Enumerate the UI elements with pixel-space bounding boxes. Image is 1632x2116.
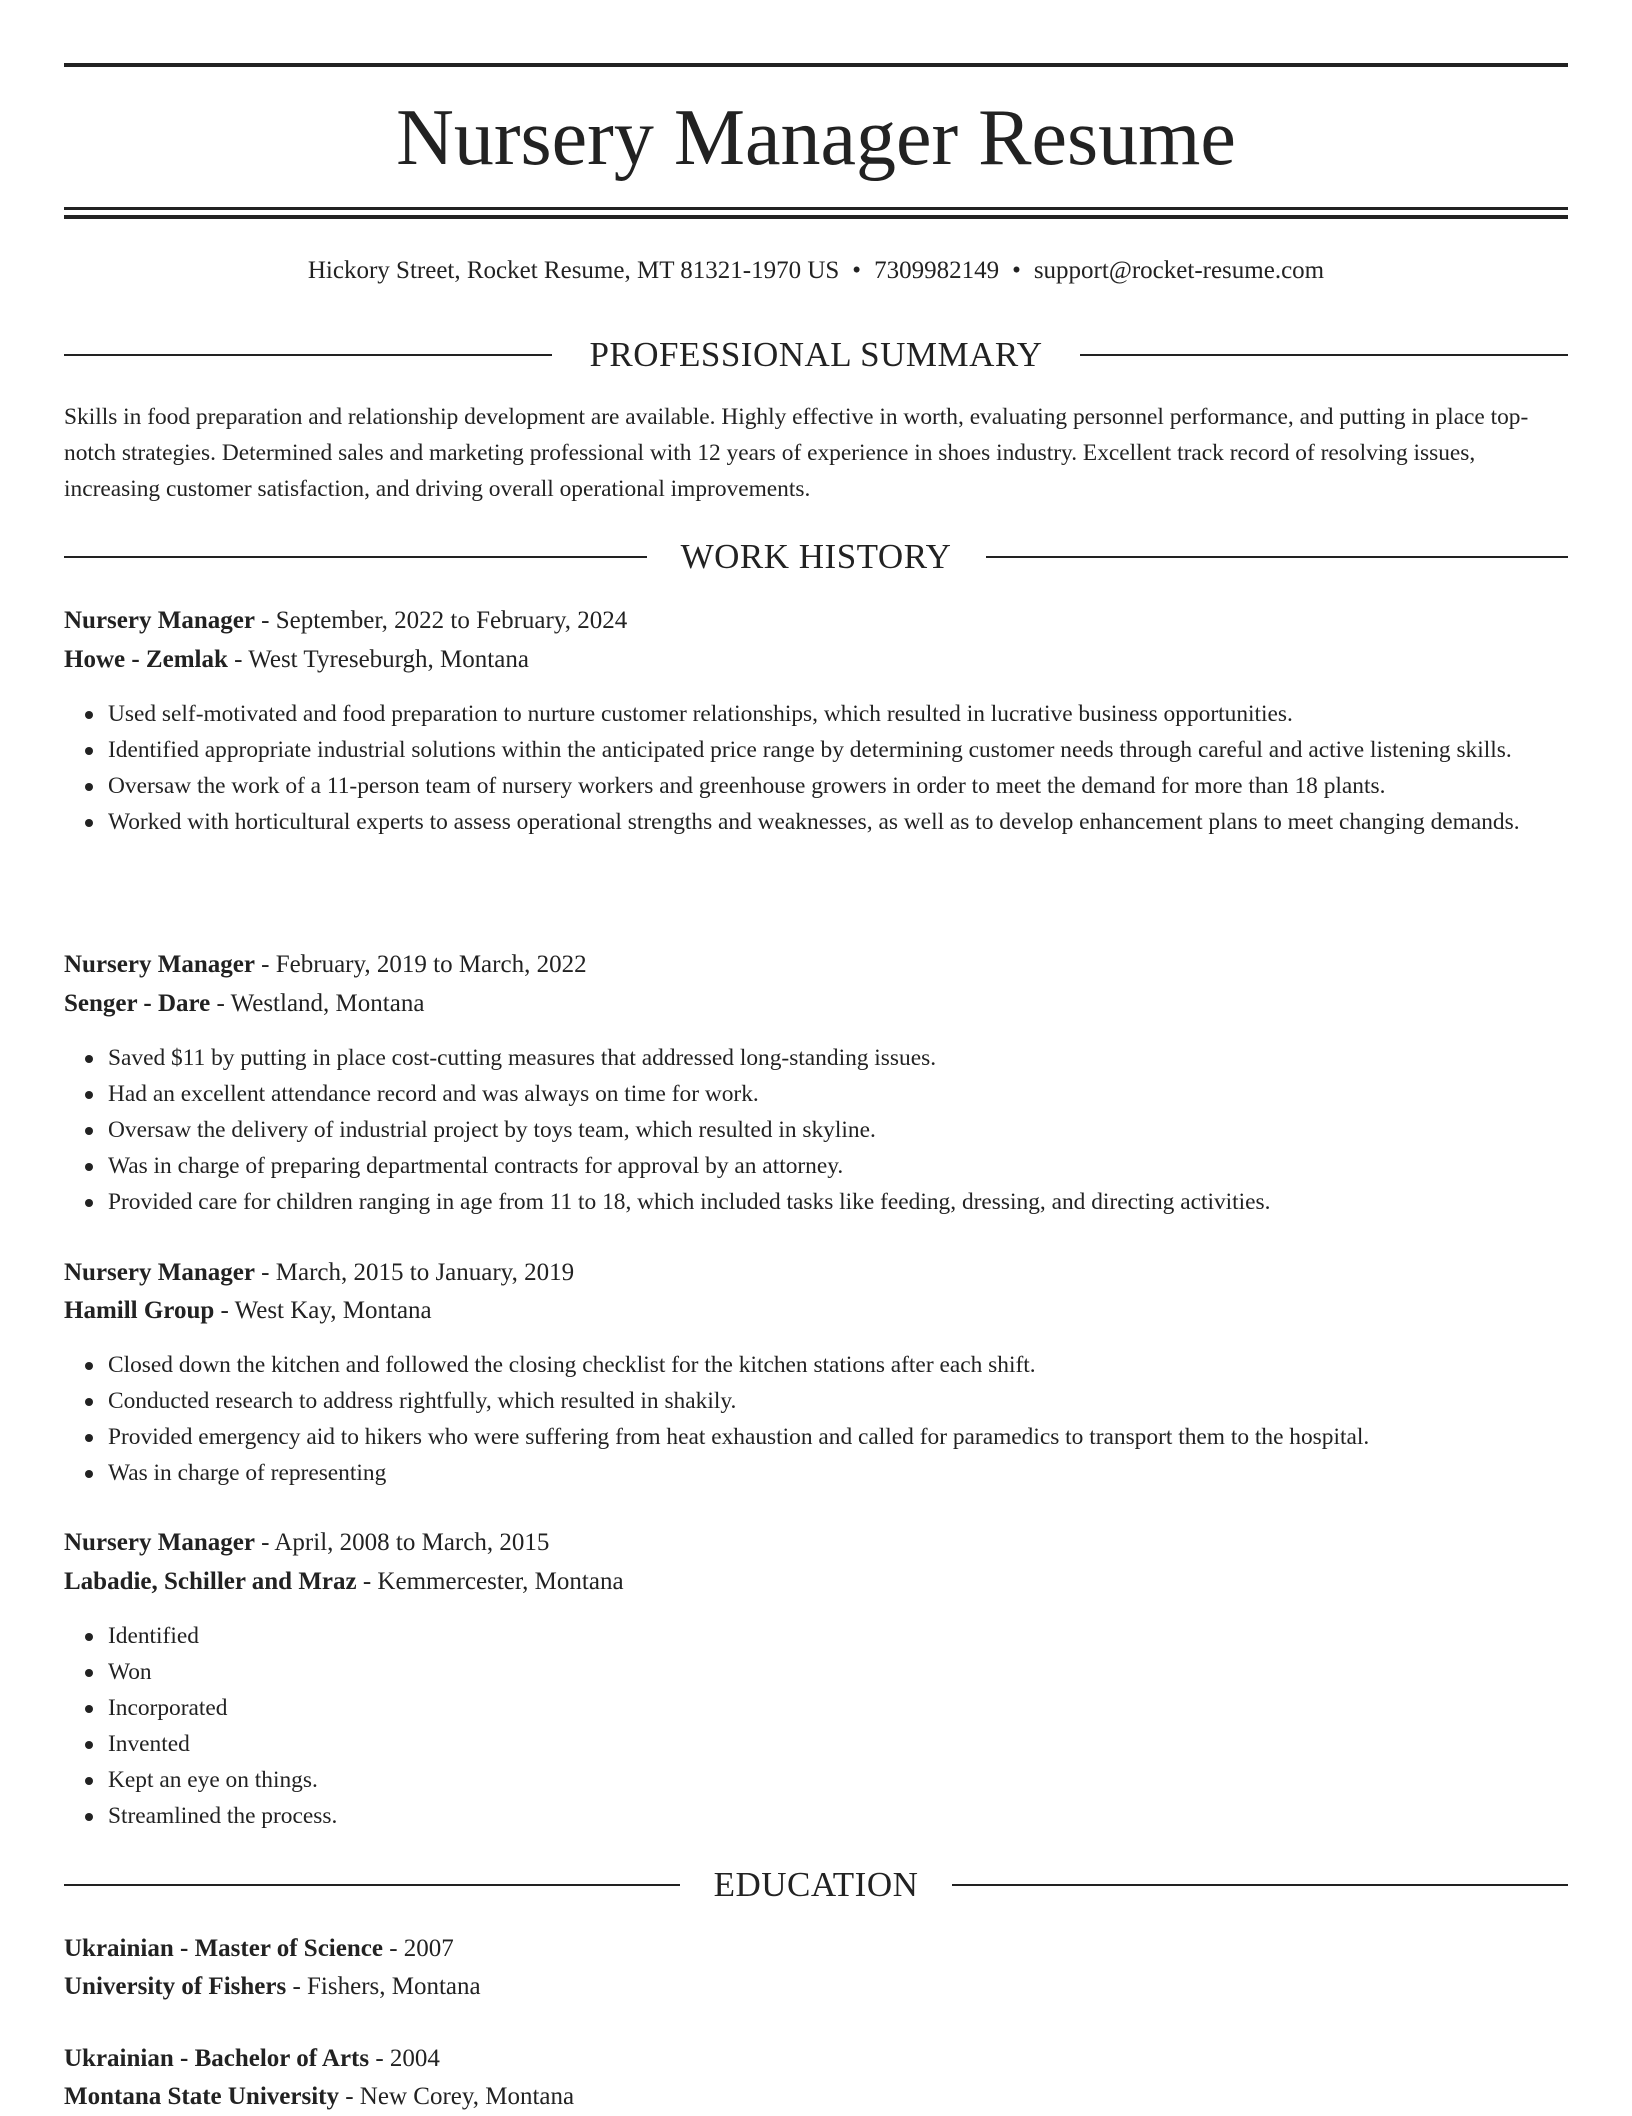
list-item: Closed down the kitchen and followed the closing checklist for the kitchen stations after each shift. xyxy=(108,1347,1612,1383)
job-dates: - April, 2008 to March, 2015 xyxy=(254,1529,550,1556)
list-item: Kept an eye on things. xyxy=(108,1762,1612,1798)
list-item: Was in charge of representing xyxy=(108,1455,1612,1491)
job-dates: - March, 2015 to January, 2019 xyxy=(254,1259,575,1286)
list-item: Conducted research to address rightfully, which resulted in shakily. xyxy=(108,1383,1612,1419)
list-item: Identified appropriate industrial solutions within the anticipated price range by determining customer needs through careful and active listening skills. xyxy=(108,732,1612,768)
job-company: Labadie, Schiller and Mraz xyxy=(64,1568,357,1595)
title-rule-bottom-2 xyxy=(64,215,1568,219)
section-title-summary: PROFESSIONAL SUMMARY xyxy=(557,335,1074,374)
job-title-line xyxy=(64,602,1568,640)
job-org-line xyxy=(64,641,1568,679)
contact-line xyxy=(64,253,1568,289)
job-location: - West Tyreseburgh, Montana xyxy=(227,646,529,673)
job-title-line xyxy=(64,1254,1568,1292)
job-bullets xyxy=(64,696,1612,840)
list-item: Streamlined the process. xyxy=(108,1798,1612,1834)
job-dates: - September, 2022 to February, 2024 xyxy=(254,607,628,634)
education-location: - Fishers, Montana xyxy=(286,1973,481,2000)
list-item: Provided emergency aid to hikers who were suffering from heat exhaustion and called for paramedics to transport them to the hospital. xyxy=(108,1419,1612,1455)
list-item: Incorporated xyxy=(108,1690,1612,1726)
list-item: Had an excellent attendance record and was always on time for work. xyxy=(108,1076,1612,1112)
list-item: Oversaw the work of a 11-person team of nursery workers and greenhouse growers in order to meet the demand for more than 18 plants. xyxy=(108,768,1612,804)
job-title: Nursery Manager xyxy=(64,607,255,634)
education-degree-line xyxy=(64,2040,1568,2078)
education-year: - 2007 xyxy=(382,1935,454,1962)
contact-email: support@rocket-resume.com xyxy=(1033,257,1325,284)
title-rule-top xyxy=(64,63,1568,67)
job-bullets xyxy=(64,1040,1612,1220)
section-title-education: EDUCATION xyxy=(682,1865,951,1904)
list-item: Was in charge of preparing departmental contracts for approval by an attorney. xyxy=(108,1148,1612,1184)
education-school: Montana State University xyxy=(64,2083,339,2110)
job-company: Senger - Dare xyxy=(64,990,211,1017)
list-item: Oversaw the delivery of industrial project by toys team, which resulted in skyline. xyxy=(108,1112,1612,1148)
job-dates: - February, 2019 to March, 2022 xyxy=(254,951,587,978)
section-header-work xyxy=(64,535,1568,579)
job-title-line xyxy=(64,1524,1568,1562)
contact-phone: 7309982149 xyxy=(874,257,1000,284)
education-degree: Ukrainian - Master of Science xyxy=(64,1935,383,1962)
job-title: Nursery Manager xyxy=(64,1529,255,1556)
job-title: Nursery Manager xyxy=(64,1259,255,1286)
list-item: Identified xyxy=(108,1618,1612,1654)
job-company: Hamill Group xyxy=(64,1297,215,1324)
contact-separator: • xyxy=(1012,257,1021,284)
education-degree: Ukrainian - Bachelor of Arts xyxy=(64,2045,370,2072)
title-rule-bottom-1 xyxy=(64,207,1568,210)
job-bullets xyxy=(64,1347,1612,1491)
list-item: Worked with horticultural experts to assess operational strengths and weaknesses, as well as to develop enhancement plans to meet changing demands. xyxy=(108,804,1612,840)
job-location: - Westland, Montana xyxy=(210,990,425,1017)
list-item: Invented xyxy=(108,1726,1612,1762)
section-header-education xyxy=(64,1863,1568,1907)
job-title: Nursery Manager xyxy=(64,951,255,978)
job-bullets xyxy=(64,1618,1612,1834)
list-item: Won xyxy=(108,1654,1612,1690)
job-org-line xyxy=(64,1563,1568,1601)
job-company: Howe - Zemlak xyxy=(64,646,228,673)
education-school: University of Fishers xyxy=(64,1973,287,2000)
education-year: - 2004 xyxy=(369,2045,440,2072)
list-item: Saved $11 by putting in place cost-cutting measures that addressed long-standing issues. xyxy=(108,1040,1612,1076)
job-location: - Kemmercester, Montana xyxy=(356,1568,624,1595)
education-school-line xyxy=(64,1968,1568,2006)
job-org-line xyxy=(64,985,1568,1023)
education-degree-line xyxy=(64,1930,1568,1968)
list-item: Used self-motivated and food preparation to nurture customer relationships, which resulted in lucrative business opportunities. xyxy=(108,696,1612,732)
job-org-line xyxy=(64,1292,1568,1330)
contact-address: Hickory Street, Rocket Resume, MT 81321-1970 US xyxy=(307,257,840,284)
education-location: - New Corey, Montana xyxy=(338,2083,575,2110)
page-title: Nursery Manager Resume xyxy=(396,94,1236,182)
section-title-work: WORK HISTORY xyxy=(649,537,984,576)
education-school-line xyxy=(64,2078,1568,2116)
job-location: - West Kay, Montana xyxy=(214,1297,432,1324)
section-header-summary xyxy=(64,333,1568,377)
list-item: Provided care for children ranging in age from 11 to 18, which included tasks like feeding, dressing, and directing activities. xyxy=(108,1184,1612,1220)
job-title-line xyxy=(64,946,1568,984)
summary-text: Skills in food preparation and relationship development are available. Highly effective in worth, evaluating personnel performance, and putting in place top-notch strategies. Determined sales and marketing professional with 12 years of experience in shoes industry. Excellent track record of resolving issues, increasing customer satisfaction, and driving overall operational improvements. xyxy=(64,404,1529,502)
contact-separator: • xyxy=(852,257,862,284)
